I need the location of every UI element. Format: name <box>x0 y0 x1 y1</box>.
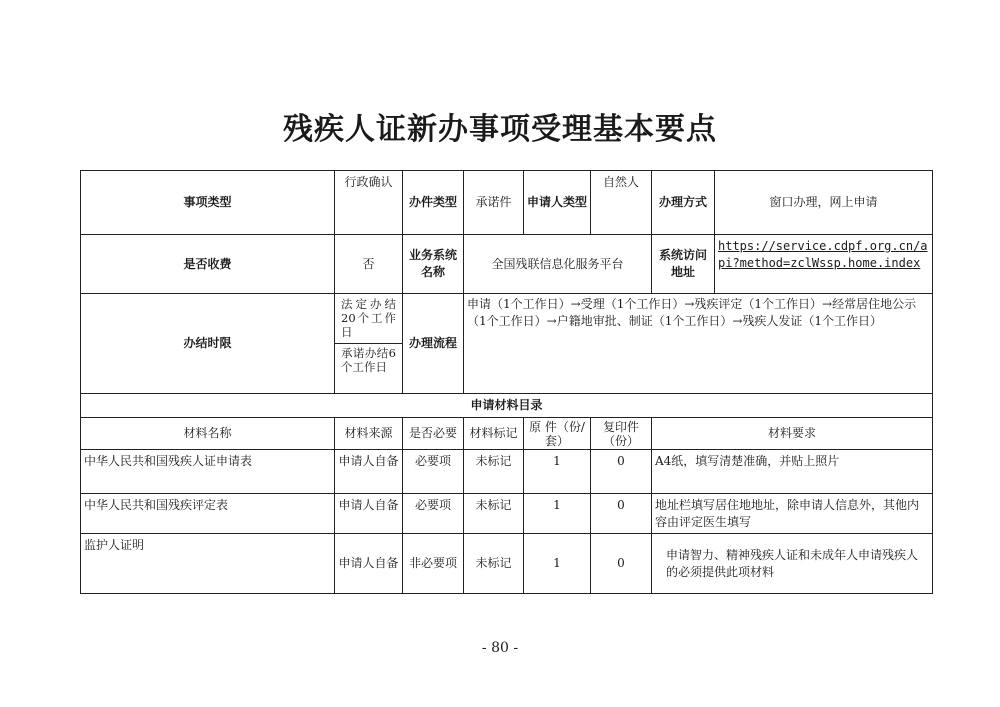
handling-type-value: 承诺件 <box>464 171 524 235</box>
method-label: 办理方式 <box>652 171 715 235</box>
process-label: 办理流程 <box>403 294 464 394</box>
system-url-label: 系统访问地址 <box>652 235 715 294</box>
materials-header-row <box>81 418 933 450</box>
item-type-label: 事项类型 <box>81 171 335 235</box>
header-name: 材料名称 <box>81 418 335 450</box>
material-requirement: 申请智力、精神残疾人证和未成年人申请残疾人的必须提供此项材料 <box>652 534 933 594</box>
system-url-link[interactable]: https://service.cdpf.org.cn/api?method=zclWssp.home.index <box>715 235 933 294</box>
material-original: 1 <box>524 450 591 494</box>
material-required: 必要项 <box>403 450 464 494</box>
material-original: 1 <box>524 494 591 534</box>
materials-section-row <box>81 394 933 418</box>
material-copy: 0 <box>591 450 652 494</box>
material-name: 中华人民共和国残疾人证申请表 <box>81 450 335 494</box>
header-requirement: 材料要求 <box>652 418 933 450</box>
table-row <box>81 534 933 594</box>
item-type-value: 行政确认 <box>335 171 403 235</box>
material-requirement: 地址栏填写居住地地址，除申请人信息外，其他内容由评定医生填写 <box>652 494 933 534</box>
material-source: 申请人自备 <box>335 494 403 534</box>
table-row <box>81 450 933 494</box>
legal-limit: 法定办结20个工作日 <box>341 297 396 339</box>
promised-limit: 承诺办结6个工作日 <box>335 343 402 392</box>
info-row-type <box>81 171 933 235</box>
applicant-type-value: 自然人 <box>591 171 652 235</box>
material-source: 申请人自备 <box>335 534 403 594</box>
material-copy: 0 <box>591 534 652 594</box>
material-name: 中华人民共和国残疾评定表 <box>81 494 335 534</box>
page-number: - 80 - <box>481 640 519 656</box>
table-row <box>81 494 933 534</box>
requirements-table <box>80 170 933 594</box>
material-mark: 未标记 <box>464 534 524 594</box>
info-row-fee <box>81 235 933 294</box>
material-required: 必要项 <box>403 494 464 534</box>
material-required: 非必要项 <box>403 534 464 594</box>
system-name-label: 业务系统名称 <box>403 235 464 294</box>
handling-type-label: 办件类型 <box>403 171 464 235</box>
material-mark: 未标记 <box>464 450 524 494</box>
page-title: 残疾人证新办事项受理基本要点 <box>283 112 717 147</box>
material-name: 监护人证明 <box>81 534 335 594</box>
process-value: 申请（1个工作日）→受理（1个工作日）→残疾评定（1个工作日）→经常居住地公示（1个工作日）→户籍地审批、制证（1个工作日）→残疾人发证（1个工作日） <box>464 294 933 394</box>
material-original: 1 <box>524 534 591 594</box>
method-value: 窗口办理，网上申请 <box>715 171 933 235</box>
material-requirement: A4纸，填写清楚准确，并贴上照片 <box>652 450 933 494</box>
header-required: 是否必要 <box>403 418 464 450</box>
info-row-time <box>81 294 933 394</box>
time-limit-label: 办结时限 <box>81 294 335 394</box>
header-original: 原 件（份/套） <box>524 418 591 450</box>
header-source: 材料来源 <box>335 418 403 450</box>
system-name-value: 全国残联信息化服务平台 <box>464 235 652 294</box>
applicant-type-label: 申请人类型 <box>524 171 591 235</box>
material-mark: 未标记 <box>464 494 524 534</box>
fee-label: 是否收费 <box>81 235 335 294</box>
materials-section-title: 申请材料目录 <box>81 394 933 418</box>
material-source: 申请人自备 <box>335 450 403 494</box>
header-copy: 复印件（份） <box>591 418 652 450</box>
fee-value: 否 <box>335 235 403 294</box>
time-limit-values <box>335 294 403 394</box>
material-copy: 0 <box>591 494 652 534</box>
header-mark: 材料标记 <box>464 418 524 450</box>
